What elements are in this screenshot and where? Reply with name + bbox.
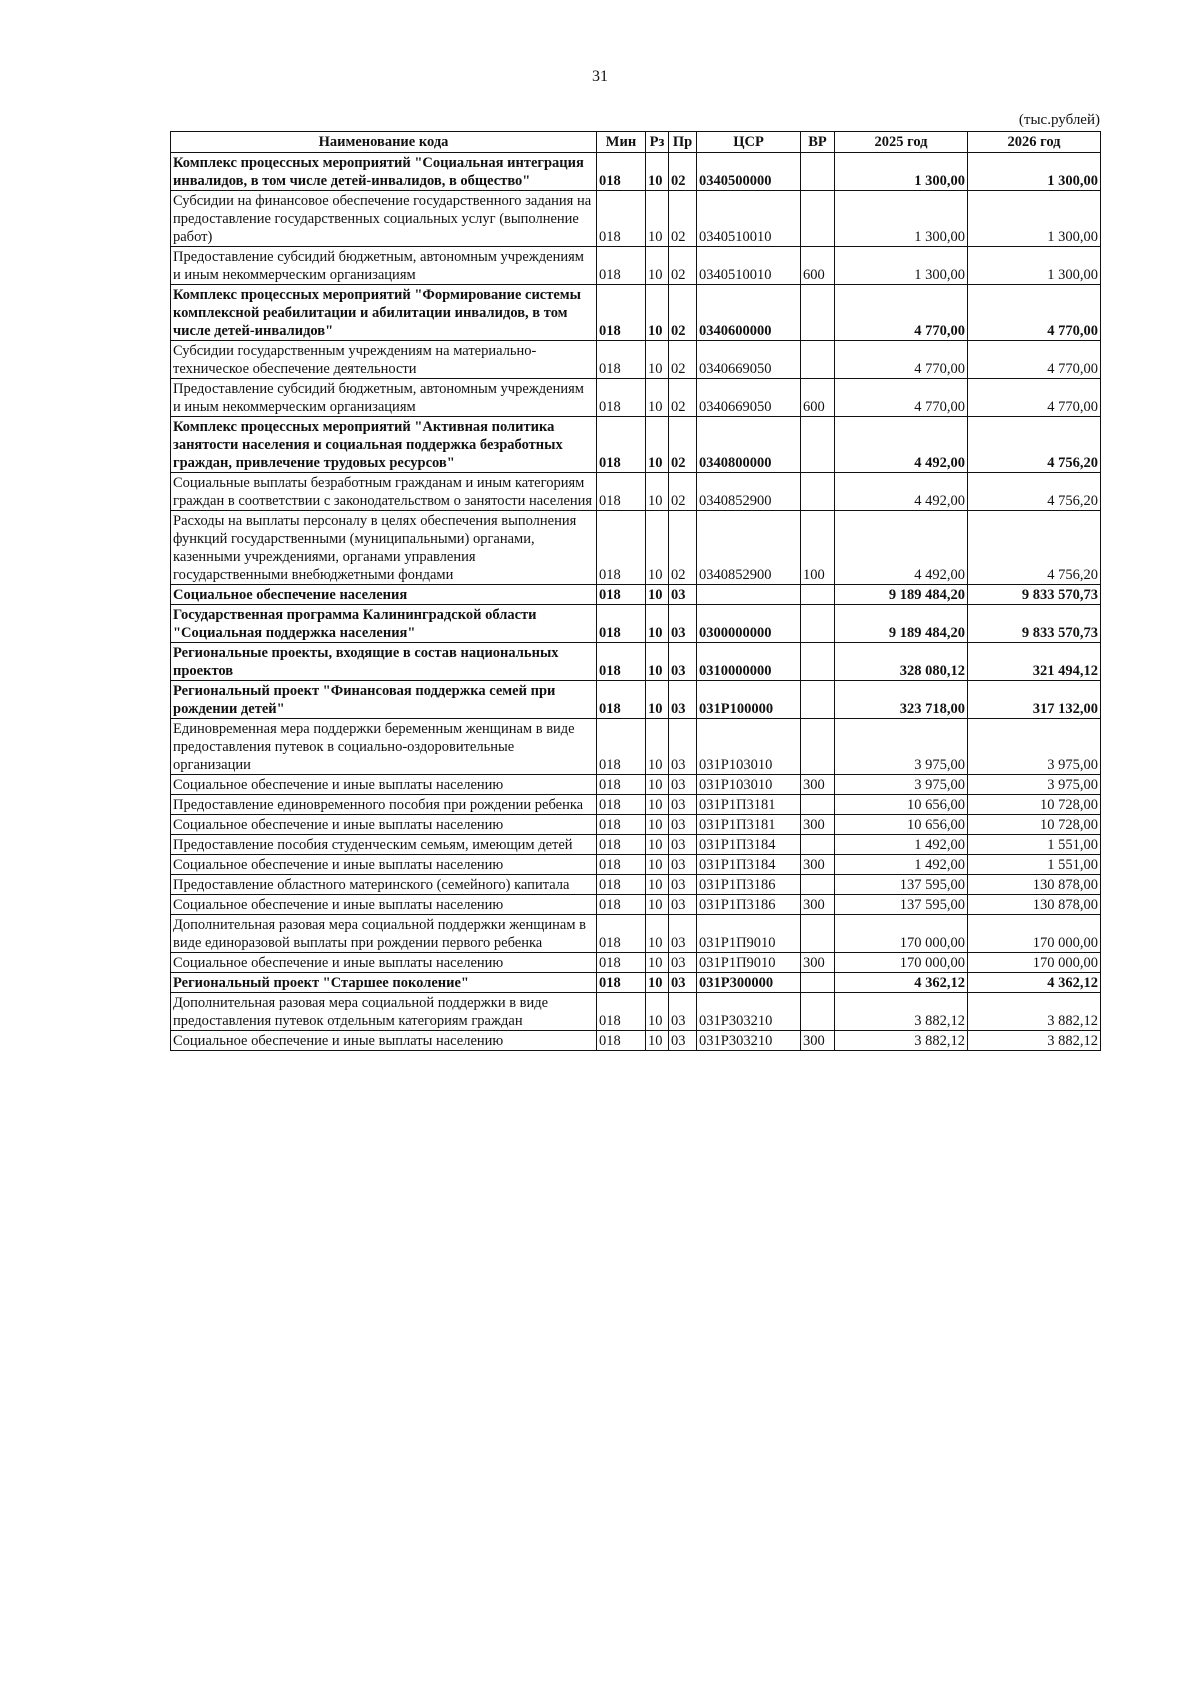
table-row [171, 153, 1101, 191]
header-2025: 2025 год [835, 132, 968, 153]
cell-vr: 600 [801, 247, 835, 285]
header-min: Мин [597, 132, 646, 153]
cell-2026: 4 770,00 [968, 379, 1101, 417]
table-row [171, 585, 1101, 605]
cell-2025: 4 492,00 [835, 417, 968, 473]
cell-csr: 031P1П9010 [697, 915, 801, 953]
table-row [171, 681, 1101, 719]
table-row [171, 895, 1101, 915]
cell-vr: 600 [801, 379, 835, 417]
cell-pr: 02 [669, 379, 697, 417]
cell-vr [801, 993, 835, 1031]
cell-name: Расходы на выплаты персоналу в целях обеспечения выполнения функций государственными (муниципальными) органами, казенными учреждениями, органами управления государственными внебюджетными фондами [171, 511, 597, 585]
cell-2025: 328 080,12 [835, 643, 968, 681]
cell-csr: 0300000000 [697, 605, 801, 643]
cell-pr: 03 [669, 681, 697, 719]
cell-rz: 10 [646, 511, 669, 585]
cell-rz: 10 [646, 895, 669, 915]
cell-name: Социальное обеспечение и иные выплаты населению [171, 775, 597, 795]
cell-rz: 10 [646, 341, 669, 379]
cell-2026: 170 000,00 [968, 953, 1101, 973]
cell-vr [801, 875, 835, 895]
cell-rz: 10 [646, 855, 669, 875]
cell-pr: 02 [669, 247, 697, 285]
cell-name: Предоставление субсидий бюджетным, автономным учреждениям и иным некоммерческим организациям [171, 379, 597, 417]
cell-min: 018 [597, 953, 646, 973]
cell-vr [801, 417, 835, 473]
cell-rz: 10 [646, 815, 669, 835]
cell-2026: 10 728,00 [968, 795, 1101, 815]
cell-2026: 321 494,12 [968, 643, 1101, 681]
cell-vr [801, 585, 835, 605]
cell-csr: 031P1П3181 [697, 795, 801, 815]
cell-2025: 10 656,00 [835, 815, 968, 835]
cell-name: Социальное обеспечение населения [171, 585, 597, 605]
table-row [171, 973, 1101, 993]
cell-2026: 4 756,20 [968, 417, 1101, 473]
cell-rz: 10 [646, 417, 669, 473]
cell-name: Социальное обеспечение и иные выплаты населению [171, 895, 597, 915]
table-row [171, 473, 1101, 511]
cell-min: 018 [597, 993, 646, 1031]
cell-2026: 9 833 570,73 [968, 585, 1101, 605]
cell-2025: 4 770,00 [835, 341, 968, 379]
cell-name: Предоставление субсидий бюджетным, автономным учреждениям и иным некоммерческим организациям [171, 247, 597, 285]
cell-2025: 323 718,00 [835, 681, 968, 719]
cell-pr: 02 [669, 191, 697, 247]
table-row [171, 417, 1101, 473]
cell-csr: 0340800000 [697, 417, 801, 473]
cell-2026: 3 975,00 [968, 775, 1101, 795]
table-row [171, 953, 1101, 973]
cell-min: 018 [597, 973, 646, 993]
cell-min: 018 [597, 855, 646, 875]
header-pr: Пр [669, 132, 697, 153]
cell-pr: 03 [669, 915, 697, 953]
cell-rz: 10 [646, 681, 669, 719]
cell-csr: 0310000000 [697, 643, 801, 681]
cell-vr [801, 973, 835, 993]
cell-name: Социальное обеспечение и иные выплаты населению [171, 953, 597, 973]
table-row [171, 855, 1101, 875]
cell-2026: 317 132,00 [968, 681, 1101, 719]
cell-csr: 031P1П3184 [697, 835, 801, 855]
cell-csr: 031P303210 [697, 993, 801, 1031]
cell-2025: 137 595,00 [835, 895, 968, 915]
cell-min: 018 [597, 247, 646, 285]
cell-name: Единовременная мера поддержки беременным женщинам в виде предоставления путевок в социально-оздоровительные организации [171, 719, 597, 775]
cell-2026: 3 882,12 [968, 993, 1101, 1031]
table-row [171, 775, 1101, 795]
cell-pr: 02 [669, 417, 697, 473]
cell-2025: 3 882,12 [835, 1031, 968, 1051]
cell-rz: 10 [646, 585, 669, 605]
cell-2025: 9 189 484,20 [835, 585, 968, 605]
table-row [171, 379, 1101, 417]
cell-vr [801, 285, 835, 341]
table-row [171, 511, 1101, 585]
cell-min: 018 [597, 605, 646, 643]
cell-min: 018 [597, 417, 646, 473]
cell-min: 018 [597, 285, 646, 341]
cell-vr [801, 153, 835, 191]
table-row [171, 247, 1101, 285]
cell-vr [801, 341, 835, 379]
table-row [171, 915, 1101, 953]
cell-name: Социальное обеспечение и иные выплаты населению [171, 815, 597, 835]
cell-min: 018 [597, 915, 646, 953]
table-row [171, 875, 1101, 895]
cell-csr [697, 585, 801, 605]
cell-2026: 1 551,00 [968, 855, 1101, 875]
cell-csr: 031P303210 [697, 1031, 801, 1051]
cell-rz: 10 [646, 605, 669, 643]
cell-min: 018 [597, 511, 646, 585]
table-body [171, 153, 1101, 1051]
cell-csr: 0340852900 [697, 511, 801, 585]
cell-min: 018 [597, 835, 646, 855]
cell-rz: 10 [646, 875, 669, 895]
cell-csr: 0340510010 [697, 247, 801, 285]
cell-csr: 031P1П3181 [697, 815, 801, 835]
cell-rz: 10 [646, 915, 669, 953]
cell-rz: 10 [646, 719, 669, 775]
cell-pr: 03 [669, 775, 697, 795]
cell-pr: 02 [669, 285, 697, 341]
cell-2026: 1 551,00 [968, 835, 1101, 855]
cell-name: Комплекс процессных мероприятий "Социальная интеграция инвалидов, в том числе детей-инвалидов, в общество" [171, 153, 597, 191]
cell-2025: 1 300,00 [835, 191, 968, 247]
cell-csr: 031P1П3186 [697, 895, 801, 915]
cell-name: Государственная программа Калининградской области "Социальная поддержка населения" [171, 605, 597, 643]
cell-csr: 031P103010 [697, 775, 801, 795]
cell-2026: 3 975,00 [968, 719, 1101, 775]
cell-vr [801, 915, 835, 953]
cell-name: Предоставление пособия студенческим семьям, имеющим детей [171, 835, 597, 855]
cell-min: 018 [597, 153, 646, 191]
cell-rz: 10 [646, 473, 669, 511]
cell-csr: 0340510010 [697, 191, 801, 247]
cell-2026: 9 833 570,73 [968, 605, 1101, 643]
table-row [171, 795, 1101, 815]
table-row [171, 1031, 1101, 1051]
header-name: Наименование кода [171, 132, 597, 153]
cell-pr: 03 [669, 815, 697, 835]
cell-2025: 3 975,00 [835, 775, 968, 795]
cell-min: 018 [597, 815, 646, 835]
table-row [171, 191, 1101, 247]
cell-min: 018 [597, 895, 646, 915]
cell-pr: 03 [669, 643, 697, 681]
cell-2026: 4 770,00 [968, 341, 1101, 379]
cell-pr: 03 [669, 875, 697, 895]
cell-min: 018 [597, 341, 646, 379]
cell-name: Региональный проект "Финансовая поддержка семей при рождении детей" [171, 681, 597, 719]
cell-min: 018 [597, 775, 646, 795]
cell-csr: 0340852900 [697, 473, 801, 511]
units-label: (тыс.рублей) [1018, 112, 1100, 128]
cell-2025: 9 189 484,20 [835, 605, 968, 643]
cell-2025: 4 492,00 [835, 511, 968, 585]
table-row [171, 285, 1101, 341]
cell-rz: 10 [646, 153, 669, 191]
cell-2026: 4 362,12 [968, 973, 1101, 993]
cell-csr: 0340669050 [697, 341, 801, 379]
cell-2026: 1 300,00 [968, 153, 1101, 191]
cell-rz: 10 [646, 379, 669, 417]
cell-rz: 10 [646, 191, 669, 247]
cell-2025: 4 362,12 [835, 973, 968, 993]
cell-name: Предоставление областного материнского (семейного) капитала [171, 875, 597, 895]
cell-rz: 10 [646, 835, 669, 855]
header-csr: ЦСР [697, 132, 801, 153]
cell-2025: 4 770,00 [835, 285, 968, 341]
cell-pr: 03 [669, 855, 697, 875]
cell-2025: 1 300,00 [835, 153, 968, 191]
table-header-row [171, 132, 1101, 153]
table-row [171, 643, 1101, 681]
cell-pr: 02 [669, 511, 697, 585]
cell-vr [801, 643, 835, 681]
cell-rz: 10 [646, 795, 669, 815]
cell-vr [801, 719, 835, 775]
cell-vr: 300 [801, 855, 835, 875]
cell-2026: 4 770,00 [968, 285, 1101, 341]
cell-name: Социальное обеспечение и иные выплаты населению [171, 855, 597, 875]
cell-name: Дополнительная разовая мера социальной поддержки женщинам в виде единоразовой выплаты при рождении первого ребенка [171, 915, 597, 953]
cell-2026: 10 728,00 [968, 815, 1101, 835]
cell-name: Дополнительная разовая мера социальной поддержки в виде предоставления путевок отдельным категориям граждан [171, 993, 597, 1031]
cell-pr: 03 [669, 835, 697, 855]
cell-csr: 031P1П9010 [697, 953, 801, 973]
table-row [171, 719, 1101, 775]
cell-min: 018 [597, 473, 646, 511]
cell-rz: 10 [646, 953, 669, 973]
cell-vr [801, 681, 835, 719]
cell-name: Субсидии государственным учреждениям на материально-техническое обеспечение деятельности [171, 341, 597, 379]
cell-vr: 100 [801, 511, 835, 585]
cell-name: Региональный проект "Старшее поколение" [171, 973, 597, 993]
cell-2025: 4 770,00 [835, 379, 968, 417]
cell-vr: 300 [801, 953, 835, 973]
cell-2025: 3 975,00 [835, 719, 968, 775]
cell-rz: 10 [646, 285, 669, 341]
table-row [171, 993, 1101, 1031]
cell-pr: 03 [669, 953, 697, 973]
cell-2026: 4 756,20 [968, 511, 1101, 585]
cell-min: 018 [597, 795, 646, 815]
cell-name: Комплекс процессных мероприятий "Формирование системы комплексной реабилитации и абилитации инвалидов, в том числе детей-инвалидов" [171, 285, 597, 341]
cell-min: 018 [597, 643, 646, 681]
cell-rz: 10 [646, 775, 669, 795]
cell-2025: 1 300,00 [835, 247, 968, 285]
cell-pr: 03 [669, 973, 697, 993]
header-2026: 2026 год [968, 132, 1101, 153]
cell-name: Субсидии на финансовое обеспечение государственного задания на предоставление государственных социальных услуг (выполнение работ) [171, 191, 597, 247]
cell-rz: 10 [646, 973, 669, 993]
cell-2026: 170 000,00 [968, 915, 1101, 953]
cell-csr: 031P103010 [697, 719, 801, 775]
table-row [171, 605, 1101, 643]
cell-rz: 10 [646, 1031, 669, 1051]
cell-pr: 03 [669, 993, 697, 1031]
cell-2025: 10 656,00 [835, 795, 968, 815]
cell-csr: 0340500000 [697, 153, 801, 191]
cell-csr: 031P1П3184 [697, 855, 801, 875]
cell-vr [801, 191, 835, 247]
cell-vr [801, 835, 835, 855]
cell-pr: 02 [669, 473, 697, 511]
cell-2025: 170 000,00 [835, 915, 968, 953]
header-rz: Рз [646, 132, 669, 153]
cell-vr: 300 [801, 775, 835, 795]
page-number: 31 [592, 68, 608, 85]
cell-2025: 4 492,00 [835, 473, 968, 511]
cell-pr: 03 [669, 1031, 697, 1051]
cell-csr: 031P300000 [697, 973, 801, 993]
cell-2026: 3 882,12 [968, 1031, 1101, 1051]
cell-rz: 10 [646, 993, 669, 1031]
cell-name: Комплекс процессных мероприятий "Активная политика занятости населения и социальная поддержка безработных граждан, привлечение трудовых ресурсов" [171, 417, 597, 473]
cell-name: Социальное обеспечение и иные выплаты населению [171, 1031, 597, 1051]
cell-min: 018 [597, 191, 646, 247]
cell-min: 018 [597, 1031, 646, 1051]
cell-vr: 300 [801, 895, 835, 915]
cell-2025: 1 492,00 [835, 855, 968, 875]
cell-min: 018 [597, 719, 646, 775]
cell-2025: 137 595,00 [835, 875, 968, 895]
cell-2026: 1 300,00 [968, 191, 1101, 247]
cell-2026: 130 878,00 [968, 875, 1101, 895]
cell-min: 018 [597, 379, 646, 417]
cell-pr: 03 [669, 585, 697, 605]
cell-2026: 1 300,00 [968, 247, 1101, 285]
header-vr: ВР [801, 132, 835, 153]
table-row [171, 835, 1101, 855]
cell-2025: 1 492,00 [835, 835, 968, 855]
cell-vr [801, 605, 835, 643]
cell-2025: 170 000,00 [835, 953, 968, 973]
table-row [171, 341, 1101, 379]
cell-csr: 031P100000 [697, 681, 801, 719]
cell-csr: 031P1П3186 [697, 875, 801, 895]
cell-vr [801, 473, 835, 511]
cell-min: 018 [597, 875, 646, 895]
cell-2026: 130 878,00 [968, 895, 1101, 915]
cell-csr: 0340600000 [697, 285, 801, 341]
cell-pr: 03 [669, 795, 697, 815]
cell-name: Социальные выплаты безработным гражданам и иным категориям граждан в соответствии с законодательством о занятости населения [171, 473, 597, 511]
cell-vr: 300 [801, 815, 835, 835]
cell-csr: 0340669050 [697, 379, 801, 417]
cell-pr: 02 [669, 153, 697, 191]
cell-min: 018 [597, 681, 646, 719]
cell-pr: 03 [669, 895, 697, 915]
cell-vr: 300 [801, 1031, 835, 1051]
cell-name: Региональные проекты, входящие в состав национальных проектов [171, 643, 597, 681]
cell-2025: 3 882,12 [835, 993, 968, 1031]
cell-pr: 03 [669, 605, 697, 643]
cell-min: 018 [597, 585, 646, 605]
cell-rz: 10 [646, 247, 669, 285]
table-row [171, 815, 1101, 835]
cell-vr [801, 795, 835, 815]
cell-pr: 03 [669, 719, 697, 775]
cell-name: Предоставление единовременного пособия при рождении ребенка [171, 795, 597, 815]
cell-pr: 02 [669, 341, 697, 379]
cell-2026: 4 756,20 [968, 473, 1101, 511]
budget-table [170, 131, 1101, 1051]
cell-rz: 10 [646, 643, 669, 681]
